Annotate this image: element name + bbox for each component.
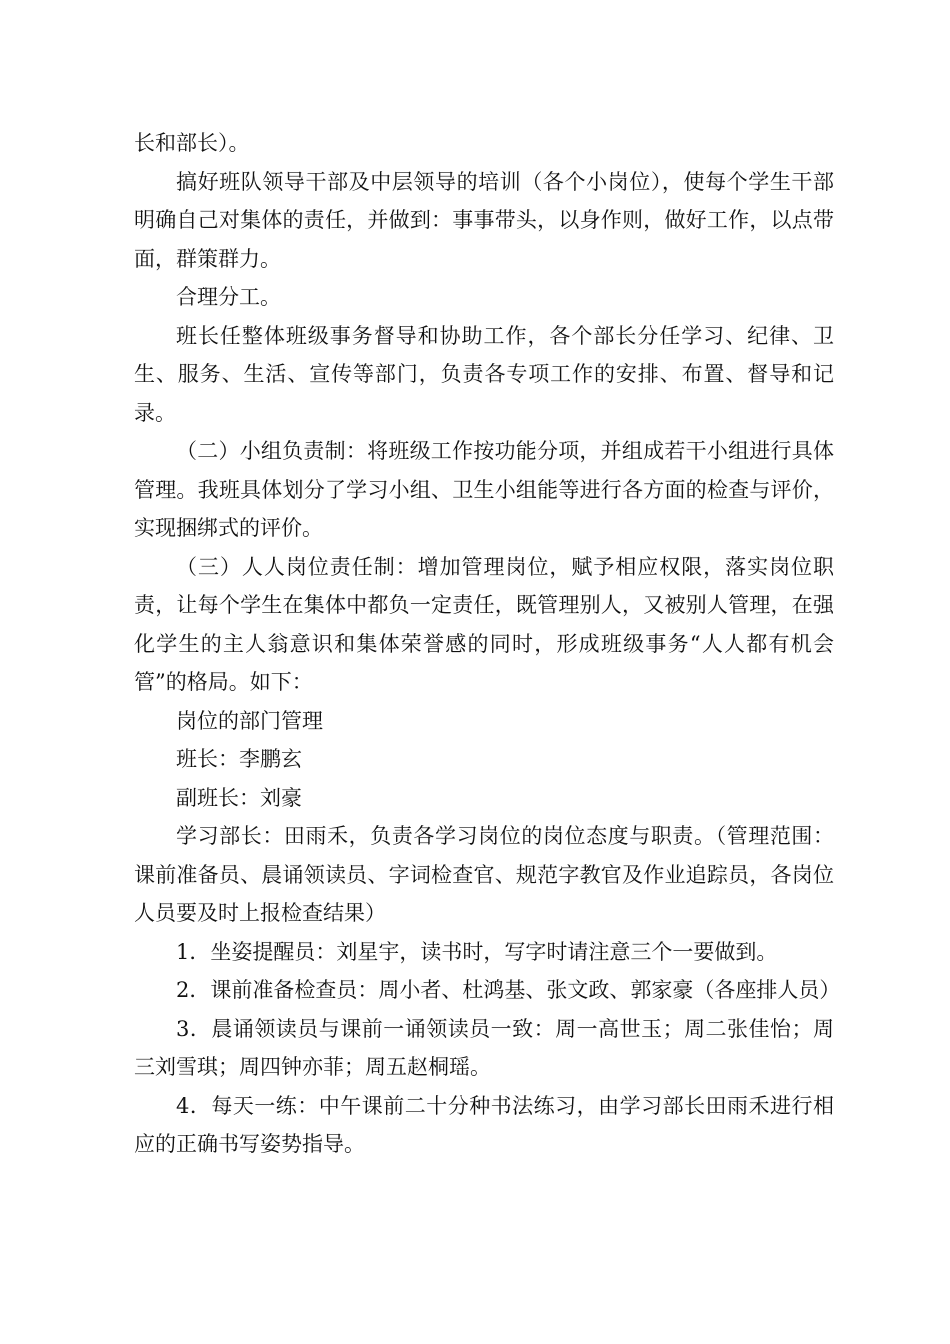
paragraph-monitor-duties: 班长任整体班级事务督导和协助工作，各个部长分任学习、纪律、卫生、服务、生活、宣传等部门，负责各专项工作的安排、布置、督导和记录。 (134, 323, 834, 425)
paragraph-study-minister: 学习部长：田雨禾，负责各学习岗位的岗位态度与职责。（管理范围：课前准备员、晨诵领读员、字词检查官、规范字教官及作业追踪员，各岗位人员要及时上报检查结果） (134, 824, 834, 925)
paragraph-group-responsibility: （二）小组负责制：将班级工作按功能分项，并组成若干小组进行具体管理。我班具体划分了学习小组、卫生小组能等进行各方面的检查与评价，实现捆绑式的评价。 (134, 439, 834, 540)
paragraph-post-responsibility: （三）人人岗位责任制：增加管理岗位，赋予相应权限，落实岗位职责，让每个学生在集体中都负一定责任，既管理别人，又被别人管理，在强化学生的主人翁意识和集体荣誉感的同时，形成班级事务“人人都有机会管”的格局。如下： (134, 554, 834, 694)
paragraph-division-heading: 合理分工。 (176, 285, 281, 309)
paragraph-vice-monitor: 副班长：刘豪 (176, 785, 302, 810)
paragraph-continuation: 长和部长）。 (134, 131, 250, 155)
list-item-daily-practice: 4．每天一练：中午课前二十分种书法练习，由学习部长田雨禾进行相应的正确书写姿势指导。 (134, 1093, 834, 1156)
paragraph-department-heading: 岗位的部门管理 (176, 708, 323, 733)
document-page (134, 124, 841, 1164)
list-item-preparation-checker: 2．课前准备检查员：周小者、杜鸿基、张文政、郭家豪（各座排人员） (176, 978, 841, 1002)
paragraph-monitor: 班长：李鹏玄 (176, 747, 302, 771)
list-item-morning-reading-leader: 3．晨诵领读员与课前一诵领读员一致：周一高世玉；周二张佳怡；周三刘雪琪；周四钟亦菲；周五赵桐瑶。 (134, 1016, 834, 1079)
list-item-posture-reminder: 1．坐姿提醒员：刘星宇，读书时，写字时请注意三个一要做到。 (176, 939, 778, 964)
paragraph-cadre-training: 搞好班队领导干部及中层领导的培训（各个小岗位），使每个学生干部明确自己对集体的责任，并做到：事事带头，以身作则，做好工作，以点带面，群策群力。 (134, 169, 834, 271)
